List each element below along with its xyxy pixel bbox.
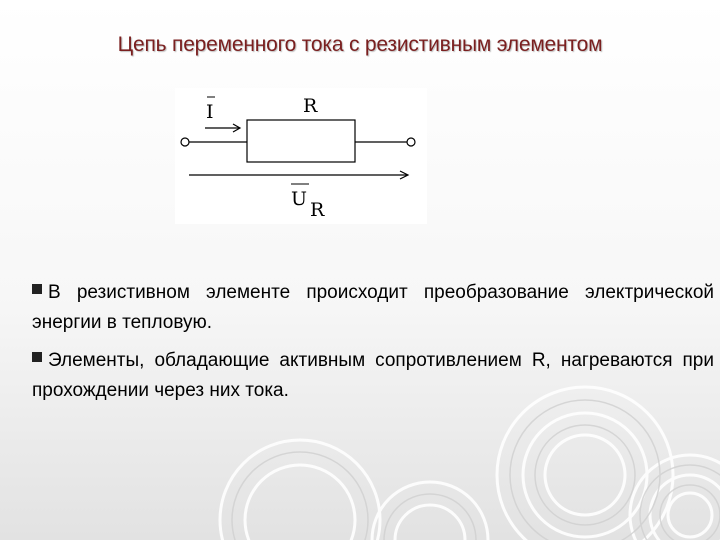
resistor-label: R — [303, 95, 318, 117]
square-bullet-icon — [32, 284, 42, 294]
bullet-item — [32, 278, 714, 338]
bullet-item — [32, 346, 714, 406]
left-terminal — [181, 138, 189, 146]
bullet-list — [32, 278, 714, 414]
bullet-text: Элементы, обладающие активным сопротивлением R, нагреваются при прохождении через них тока. — [32, 350, 714, 401]
square-bullet-icon — [32, 352, 42, 362]
current-label: I — [206, 101, 214, 123]
slide-title: Цепь переменного тока с резистивным элементом — [117, 33, 603, 56]
voltage-subscript: R — [310, 199, 325, 221]
right-terminal — [407, 138, 415, 146]
voltage-label: U — [291, 188, 308, 210]
bullet-text: В резистивном элементе происходит преобразование электрической энергии в тепловую. — [32, 282, 714, 333]
circuit-diagram — [175, 88, 427, 224]
resistor — [247, 120, 355, 162]
